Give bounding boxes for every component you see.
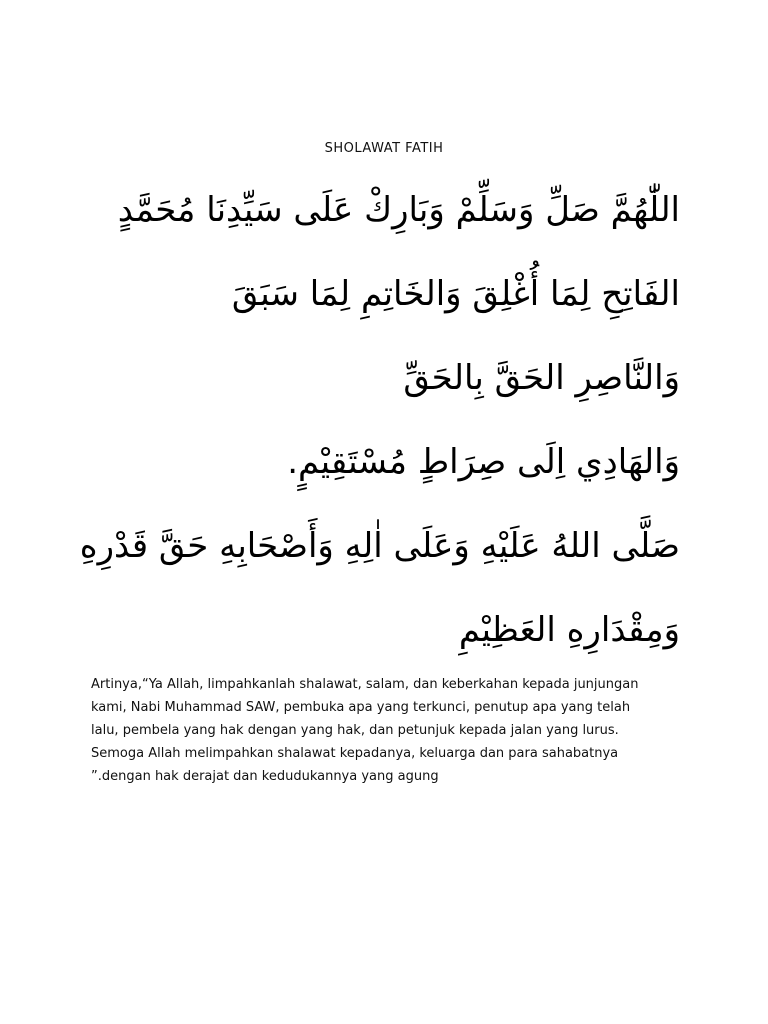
- translation-line-1: Artinya,“Ya Allah, limpahkanlah shalawat, salam, dan keberkahan kepada junjungan: [91, 677, 639, 692]
- arabic-line-4: وَالهَادِي اِلَى صِرَاطٍ مُسْتَقِيْمٍ.: [287, 442, 680, 482]
- arabic-line-2: الفَاتِحِ لِمَا أُغْلِقَ وَالخَاتِمِ لِمَا سَبَقَ: [231, 274, 680, 314]
- translation-line-4: Semoga Allah melimpahkan shalawat kepadanya, keluarga dan para sahabatnya: [91, 746, 619, 761]
- arabic-prayer-text: [60, 168, 680, 672]
- arabic-line-5: صَلَّى اللهُ عَلَيْهِ وَعَلَى اٰلِهِ وَأَصْحَابِهِ حَقَّ قَدْرِهِ: [79, 526, 680, 566]
- translation-line-2: kami, Nabi Muhammad SAW, pembuka apa yang terkunci, penutup apa yang telah: [91, 700, 631, 715]
- page-title: SHOLAWAT FATIH: [324, 141, 444, 156]
- arabic-line-3: وَالنَّاصِرِ الحَقَّ بِالحَقِّ: [403, 358, 680, 398]
- arabic-line-1: اللّٰهُمَّ صَلِّ وَسَلِّمْ وَبَارِكْ عَلَى سَيِّدِنَا مُحَمَّدٍ: [117, 190, 680, 230]
- translation-paragraph: [91, 673, 701, 788]
- arabic-line-6: وَمِقْدَارِهِ العَظِيْمِ: [458, 610, 680, 650]
- translation-line-5: ”.dengan hak derajat dan kedudukannya yang agung: [91, 769, 439, 784]
- translation-line-3: lalu, pembela yang hak dengan yang hak, dan petunjuk kepada jalan yang lurus.: [91, 723, 619, 738]
